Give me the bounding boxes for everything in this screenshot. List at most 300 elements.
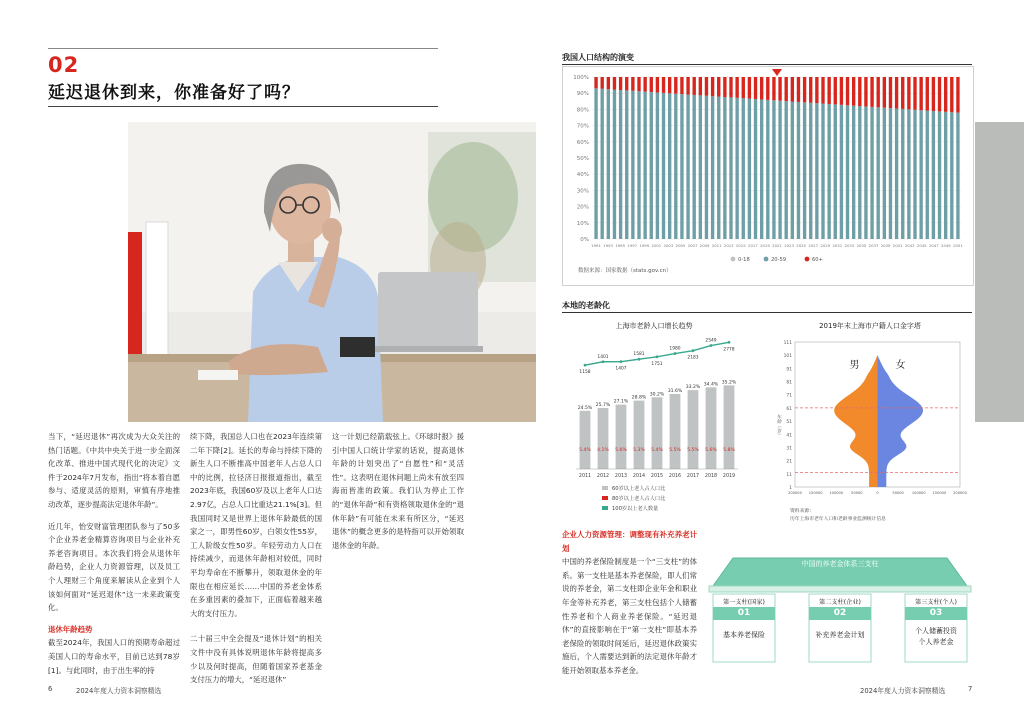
bar-elderly (717, 77, 720, 97)
x-tick-label: 100000 (829, 491, 844, 495)
data-label-red: 5.5% (669, 448, 681, 453)
bar-working-age (877, 107, 880, 239)
bar-elderly (711, 77, 714, 96)
x-tick-label: 2035 (856, 243, 867, 248)
bar-elderly (778, 77, 781, 101)
bar-elderly (944, 77, 947, 112)
line-label: 1581 (633, 352, 645, 358)
y-tick-label: 70% (576, 123, 589, 130)
legend-swatch (602, 486, 608, 490)
x-tick-label: 2017 (748, 243, 758, 248)
x-tick-label: 150000 (932, 491, 947, 495)
y-tick-label: 41 (786, 433, 792, 439)
x-tick-label: 2015 (735, 243, 746, 248)
section-number: 02 (48, 53, 80, 77)
pillar-1-head: 第一支柱(国家) (723, 599, 765, 606)
bar-elderly (815, 77, 818, 103)
x-tick-label: 2041 (892, 243, 903, 248)
pillar-3-head: 第三支柱(个人) (915, 599, 957, 606)
bar-working-age (889, 108, 892, 239)
x-tick-label: 2009 (699, 243, 710, 248)
bar-elderly (852, 77, 855, 106)
bar-working-age (748, 99, 751, 239)
paragraph: 二十届三中全会提及“退休计划”的相关文件中没有具体说明退休年龄将提高多少以及何时提高，但随着国家养老基金支付压力的增大，“延迟退休” (190, 634, 322, 685)
bar-elderly (686, 77, 689, 95)
bar-elderly (809, 77, 812, 103)
bar-60plus (580, 411, 591, 469)
bar-elderly (735, 77, 738, 98)
bar-working-age (619, 90, 622, 239)
bar-elderly (613, 77, 616, 90)
pillar-2-number: 02 (833, 608, 847, 618)
bar-working-age (944, 112, 947, 239)
article-column-1 (48, 430, 180, 677)
bar-working-age (895, 109, 898, 239)
y-tick-label: 10% (576, 220, 589, 227)
bar-working-age (686, 95, 689, 239)
line-point (638, 358, 641, 361)
bar-elderly (785, 77, 788, 101)
x-tick-label: 2019 (722, 474, 736, 479)
bar-working-age (919, 110, 922, 239)
y-tick-label: 11 (786, 472, 792, 478)
bar-elderly (699, 77, 702, 95)
bar-elderly (913, 77, 916, 110)
bar-working-age (827, 104, 830, 239)
x-tick-label: 2037 (868, 243, 879, 248)
bar-60plus (706, 387, 717, 469)
bar-elderly (926, 77, 929, 111)
line-label: 1980 (669, 346, 681, 352)
bar-elderly (919, 77, 922, 110)
line-label: 2183 (687, 355, 699, 361)
page-title: 延迟退休到来，你准备好了吗？ (48, 83, 300, 103)
line-point (656, 355, 659, 358)
article-column-3 (332, 430, 464, 560)
x-tick-label: 50000 (851, 491, 863, 495)
x-tick-label: 2007 (687, 243, 698, 248)
bar-elderly (870, 77, 873, 107)
bar-working-age (901, 109, 904, 239)
bar-working-age (723, 97, 726, 239)
x-tick-label: 2011 (578, 474, 592, 479)
data-label-red: 5.4% (579, 448, 591, 453)
data-label: 34.4% (703, 382, 719, 388)
paragraph: 当下，“延迟退休”再次成为大众关注的热门话题。《中共中央关于进一步全面深化改革、推进中国式现代化的决定》文件于2024年7月发布，指出“将本着自愿参与、适度灵活的原则，审慎有序地推动改革，逐步提高法定退休年龄”。 (48, 432, 180, 509)
bar-working-age (637, 91, 640, 239)
x-tick-label: 2003 (663, 243, 674, 248)
section-heading: 退休年龄趋势 (48, 624, 93, 634)
bar-elderly (668, 77, 671, 93)
bar-working-age (729, 97, 732, 239)
bar-elderly (760, 77, 763, 99)
data-label-red: 5.5% (687, 448, 699, 453)
bar-elderly (674, 77, 677, 94)
pillar-1-number: 01 (737, 608, 751, 618)
x-tick-label: 150000 (808, 491, 823, 495)
line-point (674, 352, 677, 355)
line-point (584, 364, 587, 367)
bar-elderly (840, 77, 843, 105)
bar-working-age (938, 111, 941, 239)
bar-working-age (852, 106, 855, 239)
bar-elderly (772, 77, 775, 100)
bar-elderly (858, 77, 861, 106)
bar-working-age (834, 104, 837, 239)
legend-label: 80岁以上老人占人口比 (612, 496, 666, 502)
line-label: 1158 (579, 370, 591, 376)
legend-label: 0-18 (738, 257, 750, 263)
bar-elderly (877, 77, 880, 107)
bar-working-age (742, 98, 745, 239)
legend-swatch (764, 257, 769, 262)
bar-elderly (705, 77, 708, 96)
bar-working-age (950, 112, 953, 239)
bar-working-age (846, 105, 849, 239)
bar-elderly (950, 77, 953, 112)
x-tick-label: 2005 (675, 243, 686, 248)
bar-elderly (607, 77, 610, 89)
chart3-source-text: 历年上海市老年人口和老龄事业监测统计信息 (790, 517, 886, 522)
data-label: 28.8% (631, 395, 647, 401)
bar-elderly (821, 77, 824, 104)
bar-elderly (662, 77, 665, 93)
y-tick-label: 20% (576, 204, 589, 211)
bar-elderly (656, 77, 659, 92)
bar-working-age (717, 97, 720, 239)
bar-working-age (607, 89, 610, 239)
y-axis-label: 年龄（岁） (776, 414, 782, 438)
bar-elderly (594, 77, 597, 88)
y-tick-label: 91 (786, 367, 792, 373)
legend-swatch (731, 257, 736, 262)
y-tick-label: 80% (576, 107, 589, 114)
data-label-red: 5.3% (633, 448, 645, 453)
y-tick-label: 60% (576, 139, 589, 146)
bar-working-age (668, 93, 671, 239)
x-tick-label: 2017 (686, 474, 700, 479)
bar-60plus (688, 390, 699, 469)
y-tick-label: 101 (783, 354, 792, 360)
bar-elderly (803, 77, 806, 102)
bar-working-age (735, 98, 738, 239)
bar-working-age (791, 102, 794, 239)
header-top-rule (48, 48, 438, 49)
bar-working-age (711, 96, 714, 239)
pillar-1-body: 基本养老保险 (723, 631, 765, 639)
line-label: 1751 (651, 361, 663, 367)
legend-swatch (602, 496, 608, 500)
bar-working-age (809, 103, 812, 239)
x-tick-label: 2018 (704, 474, 718, 479)
marker-triangle (772, 69, 782, 76)
bar-60plus (634, 401, 645, 469)
bar-elderly (883, 77, 886, 108)
y-tick-label: 100% (573, 75, 589, 81)
bar-working-age (956, 113, 959, 239)
bar-working-age (797, 102, 800, 239)
bar-working-age (883, 108, 886, 239)
bar-working-age (840, 105, 843, 239)
bar-working-age (821, 104, 824, 239)
label-female: 女 (895, 360, 906, 371)
line-point (692, 349, 695, 352)
bar-working-age (760, 99, 763, 239)
bar-elderly (619, 77, 622, 90)
bar-elderly (766, 77, 769, 100)
paragraph: 这一计划已经箭载弦上。《环球时报》援引中国人口统计学家的话说，提高退休年龄的计划突出了“自愿性”和“灵活性”。这表明在退休问题上尚未有放至四海而皆准的政策。我们认为停止工作的“退休年龄”和有资格领取退休金的“退休年龄”有可能在未来有所区分，“延迟退休”的概念更多的是特指可以开始领取退休金的年龄。 (332, 432, 464, 550)
bar-working-age (932, 111, 935, 239)
line-point (620, 360, 623, 363)
bar-working-age (785, 101, 788, 239)
x-tick-label: 0 (876, 491, 879, 495)
data-label-red: 5.6% (705, 448, 717, 453)
data-label: 30.2% (649, 392, 665, 398)
footer-right-text: 2024年度人力资本洞察精选 (860, 687, 946, 695)
legend-label: 60+ (812, 257, 823, 263)
bar-working-age (631, 91, 634, 239)
x-tick-label: 2027 (808, 243, 819, 248)
chart2-title: 上海市老龄人口增长趋势 (615, 322, 693, 330)
x-tick-label: 2013 (723, 243, 734, 248)
header-bottom-rule (48, 106, 438, 107)
chart1-plot (563, 67, 973, 285)
bar-elderly (631, 77, 634, 91)
bar-elderly (742, 77, 745, 98)
bar-working-age (613, 90, 616, 239)
x-tick-label: 200000 (953, 491, 967, 495)
bar-elderly (901, 77, 904, 109)
chart3-title: 2019年末上海市户籍人口金字塔 (819, 322, 921, 330)
bar-elderly (834, 77, 837, 104)
x-tick-label: 2023 (784, 243, 794, 248)
legend-swatch (805, 257, 810, 262)
x-tick-label: 2011 (711, 243, 722, 248)
data-label-red: 5.6% (615, 448, 627, 453)
hero-photo (128, 122, 536, 422)
x-tick-label: 2021 (772, 243, 782, 248)
chart1-title: 我国人口结构的演变 (562, 53, 634, 62)
bar-elderly (797, 77, 800, 102)
bar-working-age (699, 95, 702, 239)
pillar-3-number: 03 (929, 608, 943, 618)
x-tick-label: 2049 (941, 243, 951, 248)
paragraph: 截至2024年，我国人口的预期寿命超过美国人口的寿命水平，目前已达到78岁[1]。与此同时，由于出生率的持 (48, 638, 180, 675)
bar-working-age (864, 106, 867, 239)
bar-60plus (724, 385, 735, 469)
bar-elderly (895, 77, 898, 109)
bar-working-age (754, 99, 757, 239)
pillar-3-body: 个人储蓄投资 个人养老金 (915, 627, 957, 646)
x-tick-label: 1991 (591, 243, 601, 248)
bar-working-age (680, 94, 683, 239)
data-label: 31.6% (667, 388, 683, 394)
bar-elderly (791, 77, 794, 102)
bar-working-age (705, 96, 708, 239)
x-tick-label: 2025 (796, 243, 806, 248)
bar-working-age (656, 92, 659, 239)
line-point (710, 344, 713, 347)
x-tick-label: 1995 (615, 243, 626, 248)
data-label-red: 5.8% (723, 448, 735, 453)
bar-60plus (616, 405, 627, 469)
bar-elderly (864, 77, 867, 106)
bar-elderly (650, 77, 653, 92)
decorative-gray-bar (975, 122, 1024, 422)
bar-elderly (754, 77, 757, 99)
chart2-frame (562, 314, 972, 528)
x-tick-label: 2015 (650, 474, 664, 479)
page-number-right: 7 (968, 685, 973, 693)
data-label-red: 5.4% (651, 448, 663, 453)
x-tick-label: 2031 (832, 243, 843, 248)
x-tick-label: 2019 (760, 243, 770, 248)
bar-working-age (674, 94, 677, 239)
bar-60plus (598, 408, 609, 469)
legend-label: 60岁以上老人占人口比 (612, 486, 666, 492)
data-label: 27.1% (613, 399, 629, 405)
bar-working-age (870, 107, 873, 239)
bar-elderly (680, 77, 683, 94)
line-point (602, 360, 605, 363)
bar-working-age (601, 89, 604, 239)
pillars-title: 中国的养老金体系三支柱 (801, 560, 879, 568)
paragraph: 近几年，怡安财富管理团队参与了50多个企业养老金精算咨询项目与企业补充养老咨询项目。本次我们将会从退休年龄趋势，企业人力资源管理，以及员工个人理财三个角度来解读从企业到个人该如何面对“延迟退休”这一未来政策变化。 (48, 521, 180, 613)
y-tick-label: 31 (786, 446, 792, 452)
x-tick-label: 2051 (953, 243, 963, 248)
data-label: 33.2% (685, 385, 701, 391)
x-tick-label: 2013 (614, 474, 628, 479)
bar-elderly (932, 77, 935, 111)
x-tick-label: 100000 (911, 491, 926, 495)
pyramid-female (878, 355, 924, 487)
bar-working-age (815, 103, 818, 239)
bar-elderly (889, 77, 892, 108)
bar-working-age (662, 93, 665, 239)
x-tick-label: 2016 (668, 474, 682, 479)
bar-60plus (652, 397, 663, 469)
bar-elderly (643, 77, 646, 92)
bar-working-age (650, 92, 653, 239)
section-heading: 企业人力资源管理：调整现有补充养老计划 (562, 530, 697, 553)
bar-working-age (858, 106, 861, 239)
pyramid-male (834, 355, 877, 487)
pension-pillars-diagram (705, 546, 975, 666)
legend-label: 20-59 (771, 257, 787, 263)
line-label: 2778 (723, 347, 735, 353)
bar-elderly (729, 77, 732, 97)
article-column-2 (190, 430, 322, 695)
chart1-source: 数据来源：国家数据（stats.gov.cn） (578, 268, 672, 274)
data-label-red: 4.1% (597, 448, 609, 453)
pillar-2-body: 补充养老金计划 (815, 631, 865, 639)
y-tick-label: 50% (576, 156, 589, 162)
x-tick-label: 2043 (904, 243, 915, 248)
bar-elderly (956, 77, 959, 113)
x-tick-label: 2033 (844, 243, 855, 248)
x-tick-label: 2001 (651, 243, 662, 248)
chart2-plot (562, 314, 972, 528)
y-tick-label: 51 (786, 420, 792, 426)
bar-elderly (938, 77, 941, 111)
x-tick-label: 2039 (880, 243, 891, 248)
article-column-4 (562, 528, 697, 678)
y-tick-label: 1 (789, 486, 792, 491)
page-number-left: 6 (48, 685, 53, 693)
y-tick-label: 30% (576, 188, 589, 195)
x-tick-label: 2014 (632, 474, 646, 479)
bar-working-age (772, 100, 775, 239)
label-male: 男 (849, 360, 860, 371)
bar-elderly (846, 77, 849, 105)
bar-working-age (625, 90, 628, 239)
legend-swatch (602, 506, 608, 510)
line-label: 1407 (615, 366, 627, 372)
y-tick-label: 0% (580, 237, 589, 243)
x-tick-label: 1993 (603, 243, 613, 248)
bar-working-age (643, 92, 646, 239)
y-tick-label: 81 (786, 380, 792, 386)
chart1-frame (562, 66, 974, 286)
y-tick-label: 21 (786, 459, 792, 465)
y-tick-label: 40% (576, 172, 589, 179)
bar-working-age (594, 88, 597, 239)
bar-working-age (803, 102, 806, 239)
data-label: 35.2% (721, 380, 737, 386)
bar-elderly (827, 77, 830, 104)
bar-elderly (637, 77, 640, 91)
bar-working-age (778, 101, 781, 239)
chart1-rule (562, 64, 972, 65)
bar-elderly (907, 77, 910, 109)
bar-elderly (748, 77, 751, 99)
bar-working-age (766, 100, 769, 239)
data-label: 25.7% (595, 402, 611, 408)
bar-60plus (670, 394, 681, 469)
x-tick-label: 2045 (916, 243, 927, 248)
bar-elderly (693, 77, 696, 95)
bar-working-age (907, 109, 910, 239)
chart3-source-title: 资料来源： (790, 509, 814, 514)
x-tick-label: 2012 (596, 474, 610, 479)
y-tick-label: 111 (783, 341, 792, 346)
bar-elderly (723, 77, 726, 97)
x-tick-label: 2029 (820, 243, 831, 248)
bar-working-age (913, 110, 916, 239)
legend-label: 100岁以上老人数量 (612, 506, 659, 512)
x-tick-label: 2047 (928, 243, 939, 248)
chart2-rule (562, 312, 972, 313)
footer-left-text: 2024年度人力资本洞察精选 (76, 687, 162, 695)
bar-elderly (625, 77, 628, 90)
chart2-panel-title: 本地的老龄化 (562, 301, 610, 310)
bar-elderly (601, 77, 604, 89)
data-label: 24.5% (577, 405, 593, 411)
line-label: 1401 (597, 354, 609, 360)
x-tick-label: 50000 (892, 491, 904, 495)
x-tick-label: 1997 (627, 243, 638, 248)
bar-working-age (926, 111, 929, 239)
line-point (728, 341, 731, 344)
bar-working-age (693, 95, 696, 239)
pillar-2-head: 第二支柱(企业) (819, 599, 861, 606)
y-tick-label: 71 (786, 393, 792, 399)
x-tick-label: 200000 (788, 491, 802, 495)
y-tick-label: 61 (786, 406, 792, 412)
y-tick-label: 90% (576, 91, 589, 98)
x-tick-label: 1999 (639, 243, 650, 248)
paragraph: 中国的养老保险制度是一个“三支柱”的体系。第一支柱是基本养老保险，即人们常说的养老金，第二支柱即企业年金和职业年金等补充养老，第三支柱包括个人储蓄性养老和个人商业养老保险。“延迟退休”的直接影响在于“第一支柱”即基本养老保险的领取时间延后，延迟退休政策实施后，个人需要达到新的法定退休年龄才能开始领取基本养老金。 (562, 557, 697, 675)
